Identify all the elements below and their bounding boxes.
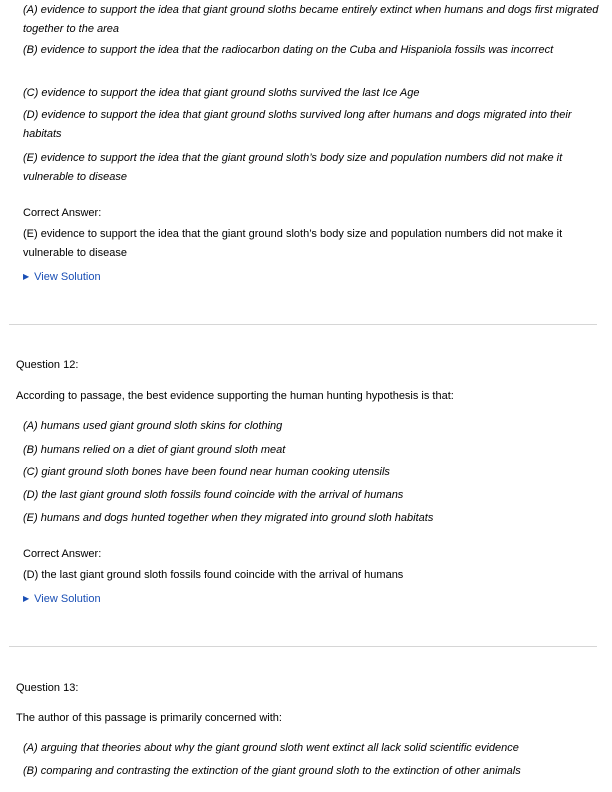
q12-correct-answer: (D) the last giant ground sloth fossils found coincide with the arrival of humans — [23, 569, 404, 581]
q13-title: Question 13: — [16, 682, 79, 694]
q12-view-solution-label: View Solution — [34, 593, 101, 605]
q12-title: Question 12: — [16, 359, 79, 371]
q12-option-c: (C) giant ground sloth bones have been found near human cooking utensils — [23, 466, 390, 478]
q12-view-solution-link[interactable] — [23, 592, 101, 606]
q12-option-e: (E) humans and dogs hunted together when they migrated into ground sloth habitats — [23, 512, 434, 524]
q11-view-solution-label: View Solution — [34, 271, 101, 283]
q12-option-a: (A) humans used giant ground sloth skins for clothing — [23, 420, 283, 432]
q12-correct-answer-label: Correct Answer: — [23, 548, 102, 560]
divider — [9, 324, 597, 325]
q12-option-b: (B) humans relied on a diet of giant ground sloth meat — [23, 444, 286, 456]
q13-option-a: (A) arguing that theories about why the giant ground sloth went extinct all lack solid scientific evidence — [23, 742, 519, 754]
divider — [9, 646, 597, 647]
q12-question-text: According to passage, the best evidence supporting the human hunting hypothesis is that: — [16, 390, 454, 402]
q11-option-a: (A) evidence to support the idea that giant ground sloths became entirely extinct when humans and dogs first migrated together to the area — [23, 4, 599, 35]
q11-option-e: (E) evidence to support the idea that the giant ground sloth’s body size and population numbers did not make it vulnerable to disease — [23, 152, 563, 183]
triangle-right-icon: ▶ — [23, 594, 30, 603]
q11-correct-answer: (E) evidence to support the idea that the giant ground sloth’s body size and population numbers did not make it vulnerable to disease — [23, 228, 563, 259]
q11-view-solution-link[interactable] — [23, 270, 101, 284]
q11-option-d: (D) evidence to support the idea that giant ground sloths survived long after humans and dogs migrated into their habitats — [23, 109, 572, 140]
q11-correct-answer-label: Correct Answer: — [23, 207, 102, 219]
q11-option-c: (C) evidence to support the idea that giant ground sloths survived the last Ice Age — [23, 87, 420, 99]
q11-option-b: (B) evidence to support the idea that the radiocarbon dating on the Cuba and Hispaniola fossils was incorrect — [23, 44, 554, 56]
triangle-right-icon: ▶ — [23, 272, 30, 281]
q13-option-b: (B) comparing and contrasting the extinction of the giant ground sloth to the extinction of other animals — [23, 765, 521, 777]
q13-question-text: The author of this passage is primarily concerned with: — [16, 712, 282, 724]
q12-option-d: (D) the last giant ground sloth fossils found coincide with the arrival of humans — [23, 489, 404, 501]
